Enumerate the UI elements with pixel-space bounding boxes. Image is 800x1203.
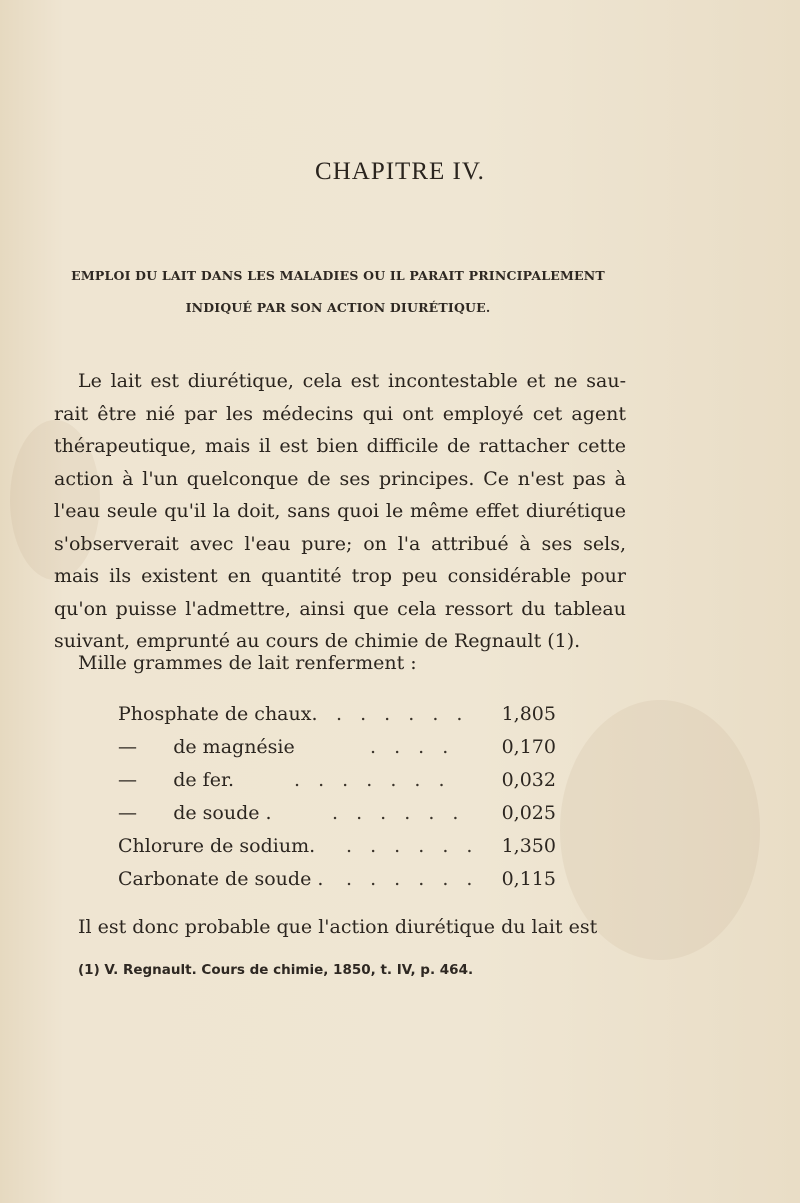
leader-dots: . . . . . . bbox=[336, 703, 469, 725]
table-intro: Mille grammes de lait renferment : bbox=[78, 652, 417, 674]
salt-value: 0,170 bbox=[501, 736, 556, 758]
table-row bbox=[118, 769, 578, 802]
table-row bbox=[118, 703, 578, 736]
paragraph-line: l'eau seule qu'il la doit, sans quoi le même effet diurétique bbox=[54, 500, 626, 522]
salt-value: 1,350 bbox=[501, 835, 556, 857]
salt-value: 0,025 bbox=[501, 802, 556, 824]
body-paragraph-2: Il est donc probable que l'action diurétique du lait est bbox=[78, 916, 598, 938]
leader-dots: . . . . . . bbox=[346, 868, 479, 890]
salt-name: Phosphate de chaux. bbox=[118, 703, 318, 725]
chapter-title: CHAPITRE IV. bbox=[315, 158, 485, 185]
body-paragraph-1 bbox=[54, 365, 626, 658]
salt-name: — de fer. bbox=[118, 769, 234, 791]
leader-dots: . . . . . . bbox=[332, 802, 465, 824]
salt-value: 1,805 bbox=[501, 703, 556, 725]
section-heading-line2: INDIQUÉ PAR SON ACTION DIURÉTIQUE. bbox=[185, 300, 491, 315]
salt-name: — de soude . bbox=[118, 802, 272, 824]
leader-dots: . . . . . . . bbox=[294, 769, 451, 791]
paragraph-line: mais ils existent en quantité trop peu considérable pour bbox=[54, 565, 626, 587]
leader-dots: . . . . bbox=[370, 736, 455, 758]
table-row bbox=[118, 835, 578, 868]
paragraph-line: rait être nié par les médecins qui ont employé cet agent bbox=[54, 402, 626, 425]
footnote: (1) V. Regnault. Cours de chimie, 1850, t. IV, p. 464. bbox=[78, 962, 474, 978]
paragraph-line: suivant, emprunté au cours de chimie de Regnault (1). bbox=[54, 630, 581, 652]
paragraph-line: s'observerait avec l'eau pure; on l'a attribué à ses sels, bbox=[54, 532, 626, 555]
paragraph-line: Le lait est diurétique, cela est incontestable et ne sau- bbox=[78, 370, 626, 392]
salt-name: — de magnésie bbox=[118, 736, 295, 758]
paragraph-line: action à l'un quelconque de ses principes. Ce n'est pas à bbox=[54, 467, 626, 490]
salt-name: Carbonate de soude . bbox=[118, 868, 324, 890]
table-row bbox=[118, 802, 578, 835]
salt-value: 0,115 bbox=[501, 868, 556, 890]
paragraph-line: thérapeutique, mais il est bien difficile de rattacher cette bbox=[54, 435, 626, 457]
salts-table bbox=[118, 703, 578, 901]
table-row bbox=[118, 868, 578, 901]
section-heading-line1: EMPLOI DU LAIT DANS LES MALADIES OU IL PARAIT PRINCIPALEMENT bbox=[71, 268, 605, 283]
table-row bbox=[118, 736, 578, 769]
leader-dots: . . . . . . bbox=[346, 835, 479, 857]
paragraph-line: qu'on puisse l'admettre, ainsi que cela ressort du tableau bbox=[54, 597, 626, 620]
salt-name: Chlorure de sodium. bbox=[118, 835, 316, 857]
salt-value: 0,032 bbox=[501, 769, 556, 791]
